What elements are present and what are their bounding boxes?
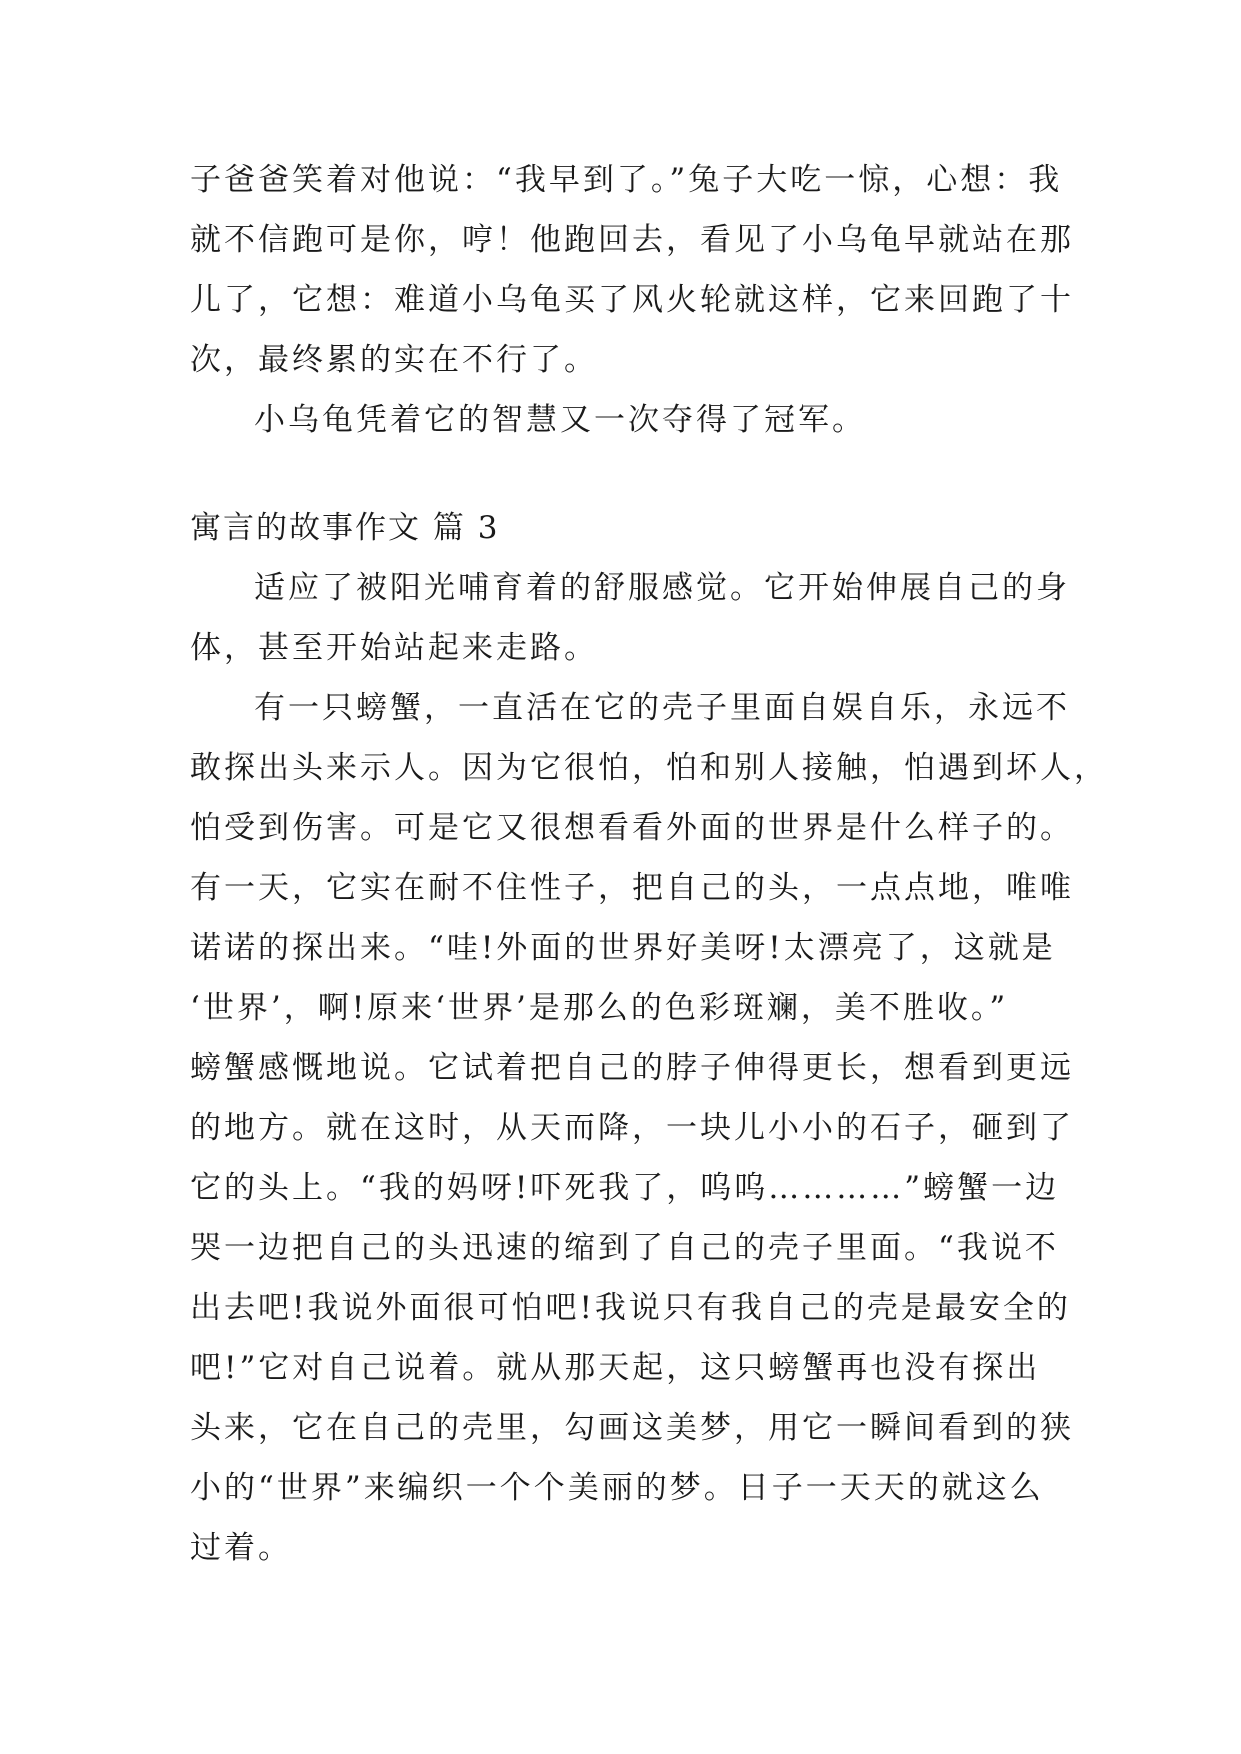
text-line: 吧!”它对自己说着。就从那天起，这只螃蟹再也没有探出 <box>190 1350 1041 1386</box>
text-line: 敢探出头来示人。因为它很怕，怕和别人接触，怕遇到坏人， <box>190 750 1108 786</box>
text-line: 适应了被阳光哺育着的舒服感觉。它开始伸展自己的身 <box>254 570 1070 606</box>
text-line: 出去吧!我说外面很可怕吧!我说只有我自己的壳是最安全的 <box>190 1290 1071 1326</box>
text-line: 小的“世界”来编织一个个美丽的梦。日子一天天的就这么 <box>190 1470 1044 1506</box>
text-line: 过着。 <box>190 1530 292 1566</box>
text-line: 头来，它在自己的壳里，勾画这美梦，用它一瞬间看到的狭 <box>190 1410 1074 1446</box>
text-line: 怕受到伤害。可是它又很想看看外面的世界是什么样子的。 <box>190 810 1074 846</box>
text-line: 次，最终累的实在不行了。 <box>190 342 598 378</box>
text-line: 的地方。就在这时，从天而降，一块儿小小的石子，砸到了 <box>190 1110 1074 1146</box>
text-line: 哭一边把自己的头迅速的缩到了自己的壳子里面。“我说不 <box>190 1230 1059 1266</box>
text-line: 体，甚至开始站起来走路。 <box>190 630 598 666</box>
text-line: 子爸爸笑着对他说：“我早到了。”兔子大吃一惊，心想：我 <box>190 162 1063 198</box>
text-line: 有一只螃蟹，一直活在它的壳子里面自娱自乐，永远不 <box>254 690 1070 726</box>
text-line: 儿了，它想：难道小乌龟买了风火轮就这样，它来回跑了十 <box>190 282 1074 318</box>
text-line: ‘世界’，啊!原来‘世界’是那么的色彩斑斓，美不胜收。” <box>190 990 1009 1026</box>
text-line: 小乌龟凭着它的智慧又一次夺得了冠军。 <box>254 402 866 438</box>
text-line: 螃蟹感慨地说。它试着把自己的脖子伸得更长，想看到更远 <box>190 1050 1074 1086</box>
text-line: 它的头上。“我的妈呀!吓死我了，呜呜…………”螃蟹一边 <box>190 1170 1060 1206</box>
text-line: 有一天，它实在耐不住性子，把自己的头，一点点地，唯唯 <box>190 870 1074 906</box>
text-line: 诺诺的探出来。“哇!外面的世界好美呀!太漂亮了，这就是 <box>190 930 1056 966</box>
section-heading: 寓言的故事作文 篇 3 <box>190 510 500 546</box>
text-line: 就不信跑可是你，哼！他跑回去，看见了小乌龟早就站在那 <box>190 222 1074 258</box>
